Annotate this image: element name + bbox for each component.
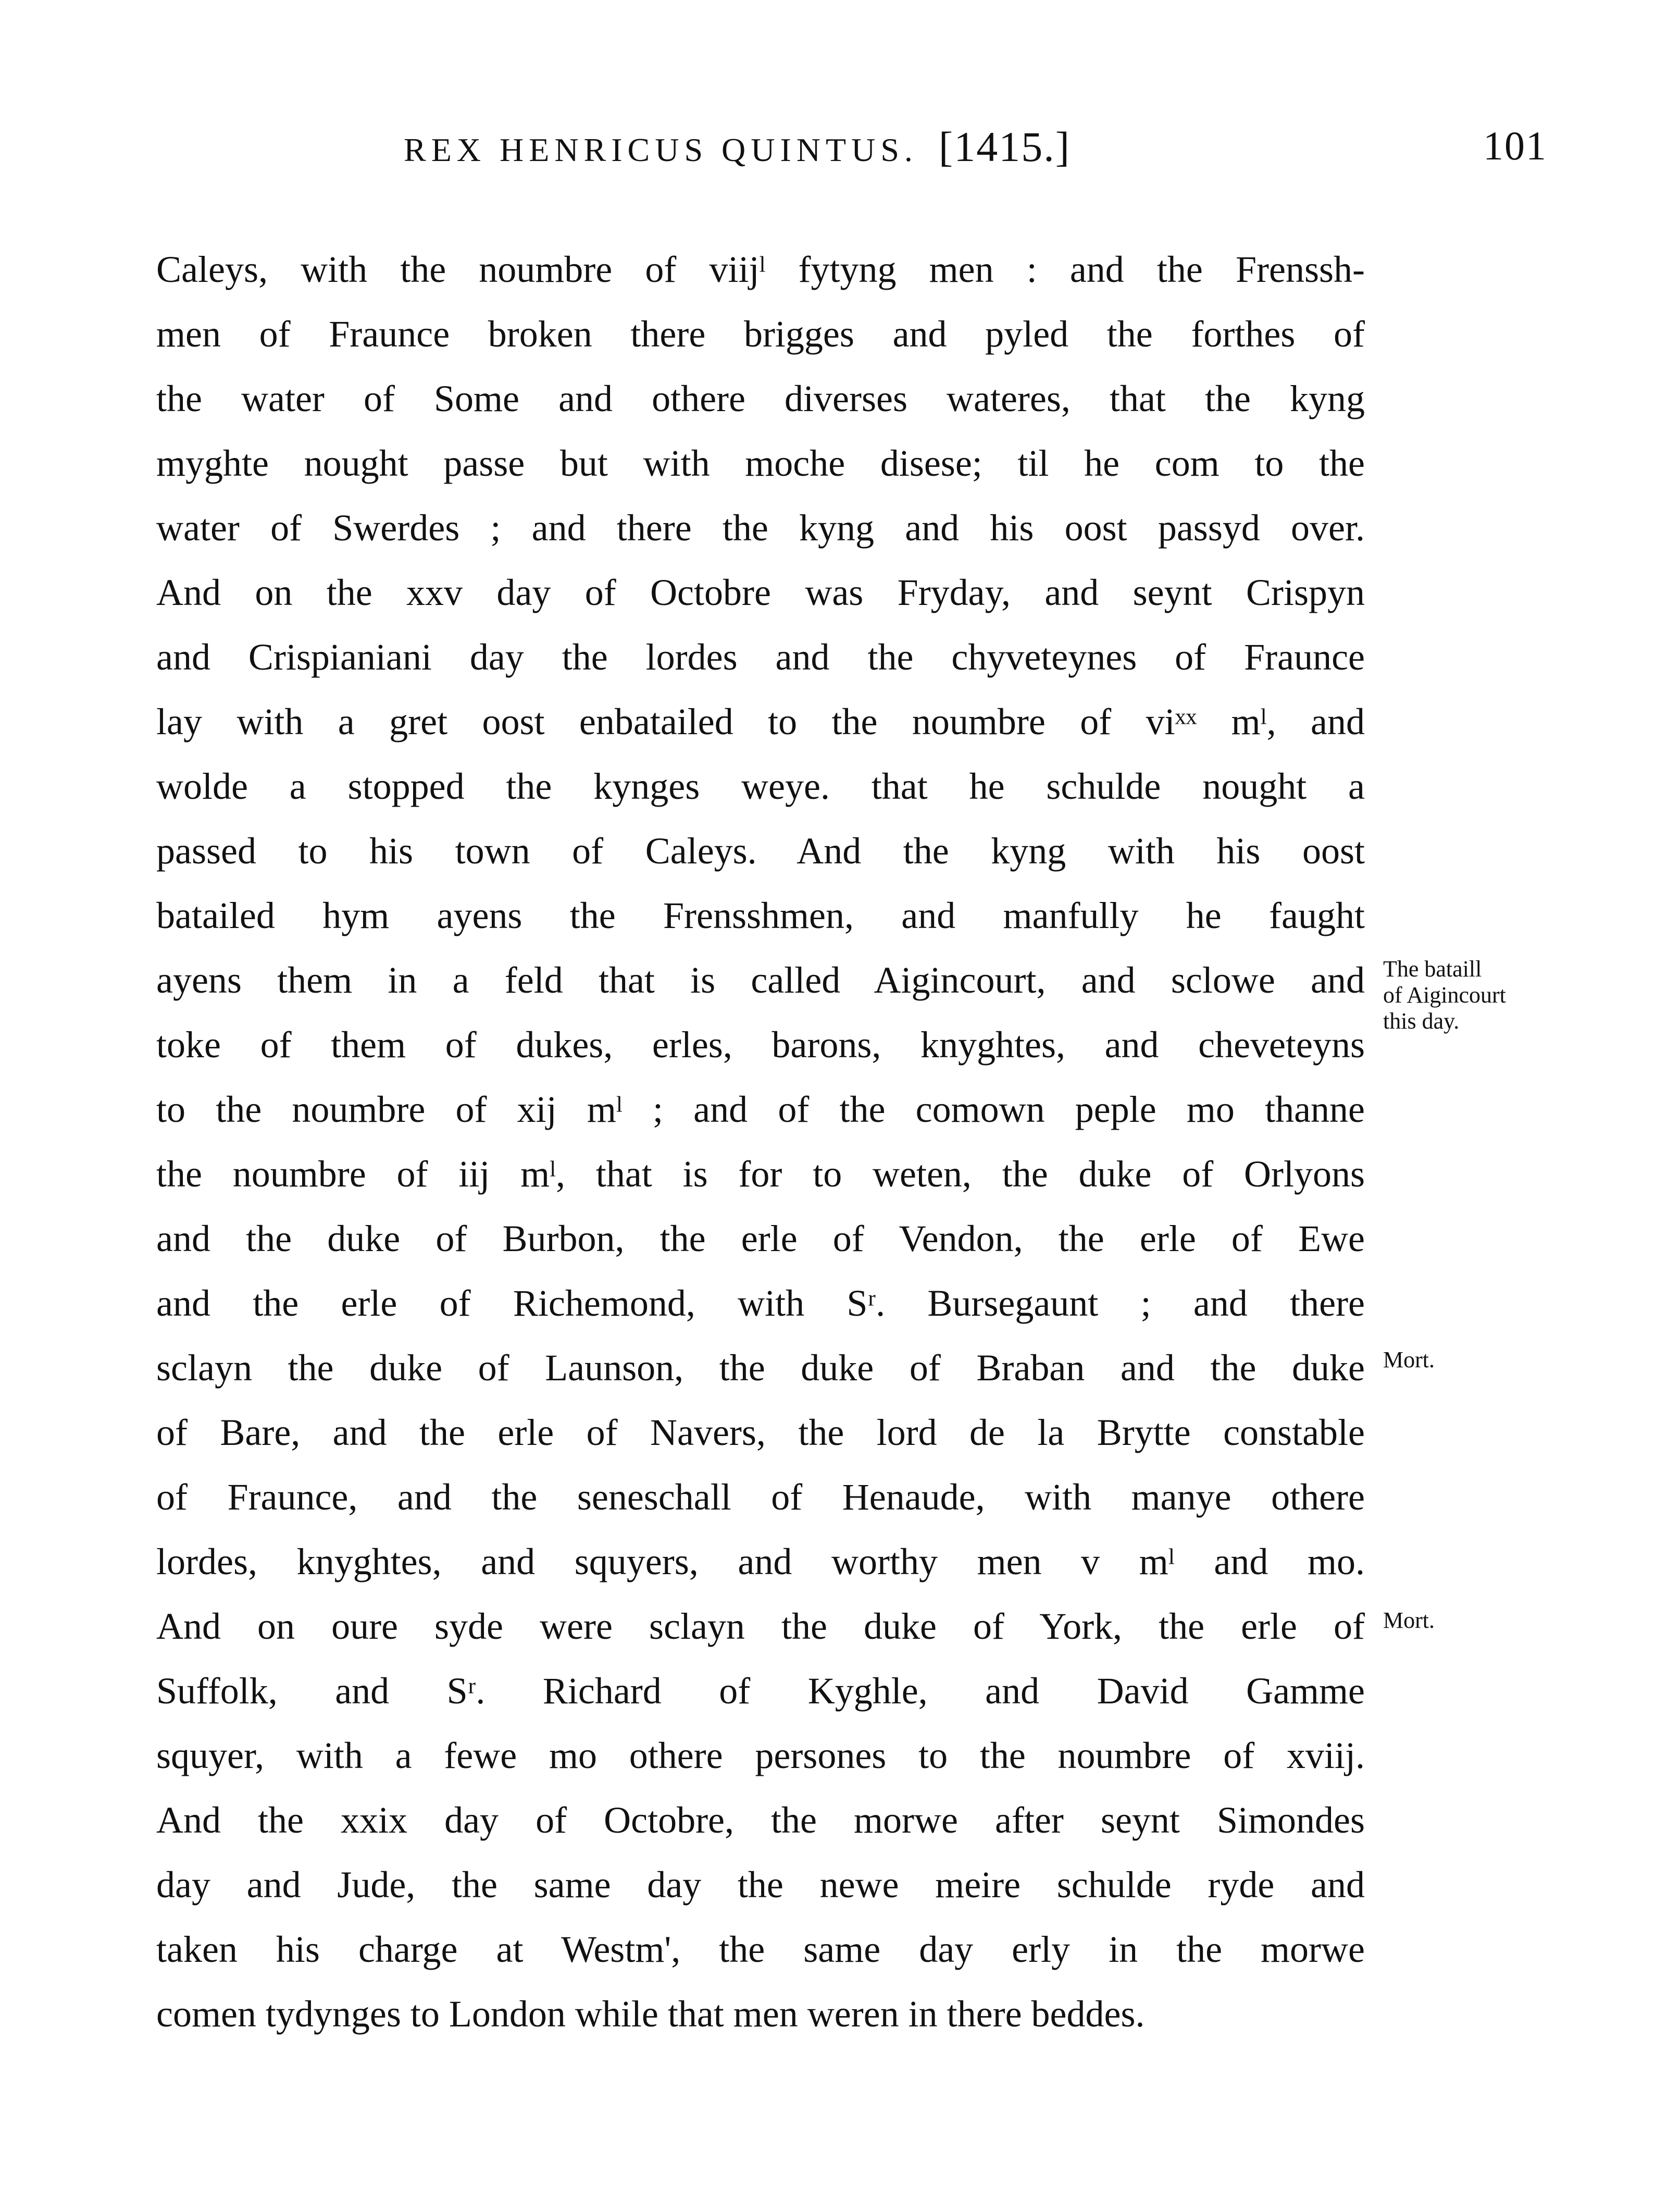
text-line: to the noumbre of xij mˡ ; and of the comown peple mo thanne [156, 1089, 1365, 1130]
text-line: And on the xxv day of Octobre was Fryday, and seynt Crispyn [156, 572, 1365, 613]
text-line: passed to his town of Caleys. And the kyng with his oost [156, 830, 1365, 872]
running-title-text: REX HENRICUS QUINTUS. [404, 131, 918, 168]
text-line: taken his charge at Westm', the same day erly in the morwe [156, 1928, 1365, 1970]
body-text [156, 237, 1365, 2046]
running-year: [1415.] [938, 123, 1071, 170]
text-line: the noumbre of iij mˡ, that is for to weten, the duke of Orlyons [156, 1153, 1365, 1195]
text-line: comen tydynges to London while that men weren in there beddes. [156, 1993, 1145, 2035]
text-line: water of Swerdes ; and there the kyng and his oost passyd over. [156, 507, 1365, 549]
text-line: squyer, with a fewe mo othere persones to the noumbre of xviij. [156, 1735, 1365, 1776]
text-line: wolde a stopped the kynges weye. that he schulde nought a [156, 765, 1365, 807]
text-line: and the erle of Richemond, with Sʳ. Bursegaunt ; and there [156, 1282, 1365, 1324]
text-line: sclayn the duke of Launson, the duke of Braban and the duke [156, 1347, 1365, 1389]
running-title [404, 122, 1071, 171]
margin-note-line: this day. [1383, 1008, 1460, 1034]
text-line: of Fraunce, and the seneschall of Henaude, with manye othere [156, 1476, 1365, 1518]
text-line: And on oure syde were sclayn the duke of York, the erle of [156, 1605, 1365, 1647]
running-head [156, 122, 1547, 175]
text-line: the water of Some and othere diverses wateres, that the kyng [156, 378, 1365, 419]
text-line: lay with a gret oost enbatailed to the noumbre of viˣˣ mˡ, and [156, 701, 1365, 743]
text-line: day and Jude, the same day the newe meire schulde ryde and [156, 1864, 1365, 1906]
text-line: And the xxix day of Octobre, the morwe after seynt Simondes [156, 1799, 1365, 1841]
page-number: 101 [1483, 123, 1547, 168]
text-line: batailed hym ayens the Frensshmen, and manfully he faught [156, 895, 1365, 936]
margin-note-bataill [1383, 956, 1506, 1034]
margin-note-line: of Aigincourt [1383, 982, 1506, 1008]
text-line: toke of them of dukes, erles, barons, knyghtes, and cheveteyns [156, 1024, 1365, 1066]
text-line: Suffolk, and Sʳ. Richard of Kyghle, and David Gamme [156, 1670, 1365, 1712]
text-line: and the duke of Burbon, the erle of Vendon, the erle of Ewe [156, 1218, 1365, 1259]
text-line: of Bare, and the erle of Navers, the lord de la Brytte constable [156, 1412, 1365, 1453]
text-line: myghte nought passe but with moche disese; til he com to the [156, 442, 1365, 484]
margin-note-mort: Mort. [1383, 1608, 1435, 1633]
margin-note-line: The bataill [1383, 956, 1482, 982]
text-line: lordes, knyghtes, and squyers, and worthy men v mˡ and mo. [156, 1541, 1365, 1582]
margin-note-mort: Mort. [1383, 1347, 1435, 1372]
text-line: ayens them in a feld that is called Aigincourt, and sclowe and [156, 959, 1365, 1001]
text-line: and Crispianiani day the lordes and the chyveteynes of Fraunce [156, 636, 1365, 678]
text-line: Caleys, with the noumbre of viijˡ fytyng men : and the Frenssh- [156, 249, 1365, 290]
text-line: men of Fraunce broken there brigges and pyled the forthes of [156, 313, 1365, 355]
